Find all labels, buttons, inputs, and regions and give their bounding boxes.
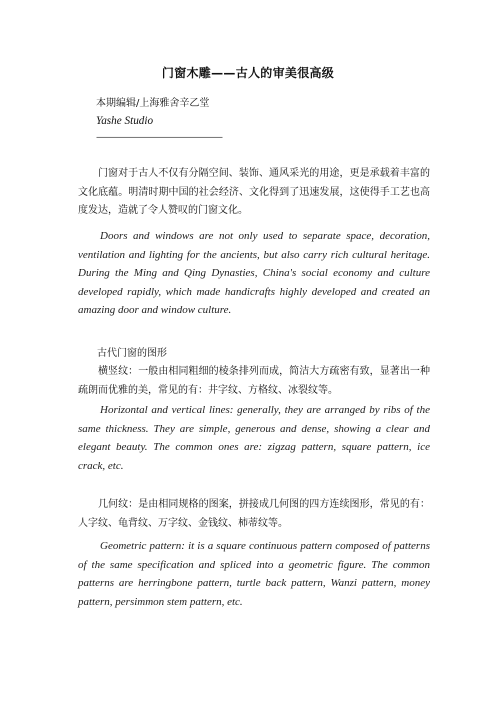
horizontal-paragraph-zh: 横竖纹：一般由相同粗细的棱条排列而成，简洁大方疏密有致，显著出一种疏朗而优雅的美，常见的有：井字纹、方格纹、冰裂纹等。 [78,366,430,396]
editor-line: 本期编辑/上海雅舍辛乙堂 [96,98,210,109]
geometric-paragraph-en: Geometric pattern: it is a square continuous pattern composed of patterns of the same specification and spliced into a geometric figure. The common patterns are herringbone pattern, turtle back pattern, Wanzi pattern, money pattern, persimmon stem pattern, etc. [78,540,430,608]
divider-line: —————————————— [96,132,222,143]
intro-paragraph-en: Doors and windows are not only used to separate space, decoration, ventilation and lighting for the ancients, but also carry rich cultural heritage. During the Ming and Qing Dynasties, China's social economy and culture developed rapidly, which made handicrafts highly developed and created an amazing door and window culture. [78,230,430,317]
intro-paragraph-zh: 门窗对于古人不仅有分隔空间、装饰、通风采光的用途，更是承载着丰富的文化底蕴。明清时期中国的社会经济、文化得到了迅速发展，这使得手工艺也高度发达，造就了令人赞叹的门窗文化。 [78,168,430,216]
geometric-paragraph-zh: 几何纹：是由相同规格的图案，拼接成几何图的四方连续图形，常见的有：人字纹、龟背纹、万字纹、金钱纹、柿蒂纹等。 [78,499,430,529]
page-title: 门窗木雕——古人的审美很高级 [161,66,335,80]
horizontal-paragraph-en: Horizontal and vertical lines: generally, they are arranged by ribs of the same thickness. They are simple, generous and dense, showing a clear and elegant beauty. The common ones are: zigzag pattern, square pattern, ice crack, etc. [78,404,430,472]
studio-name: Yashe Studio [96,115,154,127]
section-heading: 古代门窗的图形 [97,348,167,359]
